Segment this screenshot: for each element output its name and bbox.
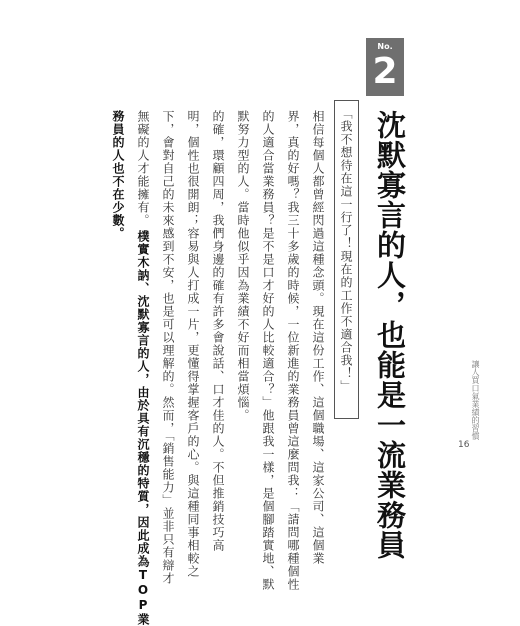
page-number: 16 (458, 440, 470, 450)
body-line-2: 界，真的好嗎？我三十多歲的時候，一位新進的業務員曾這麼問我：「請問哪種個性 (286, 110, 300, 591)
body-line-7: 下，會對自己的未來感到不安，也是可以理解的。然而，「銷售能力」並非只有辯才 (161, 110, 175, 585)
chapter-number-badge (366, 38, 404, 96)
body-line-3: 的人適合當業務員？是不是口才好的人比較適合？」他跟我一樣，是個腳踏實地、默 (261, 110, 275, 591)
body-line-8: 無礙的人才能擁有。 (136, 110, 150, 227)
body-line-6: 明，個性也很開朗；容易與人打成一片，更懂得掌握客戶的心。與這種同事相較之 (186, 110, 200, 578)
bold-line-2: 務員的人也不在少數。 (111, 110, 125, 240)
chapter-number: 2 (372, 51, 398, 92)
chapter-number-prefix: No. (377, 42, 393, 51)
body-line-4: 默努力型的人。當時他似乎因為業績不好而相當煩惱。 (236, 110, 250, 422)
page-title: 沈默寡言的人，也能是一流業務員 (373, 110, 407, 560)
body-line-5: 的確，環顧四周，我們身邊的確有許多會說話、口才佳的人。不但推銷技巧高 (211, 110, 225, 552)
bold-line-1: 樸實木訥、沈默寡言的人，由於具有沉穩的特質，因此成為TOP業 (136, 230, 150, 626)
running-header: 讓人買口氣業績的習慣 (471, 360, 480, 440)
body-line-1: 相信每個人都曾經閃過這種念頭。現在這份工作、這個職場、這家公司、這個業 (311, 110, 325, 565)
quote-box: 「我不想待在這一行了！現在的工作不適合我！」 (334, 100, 359, 419)
